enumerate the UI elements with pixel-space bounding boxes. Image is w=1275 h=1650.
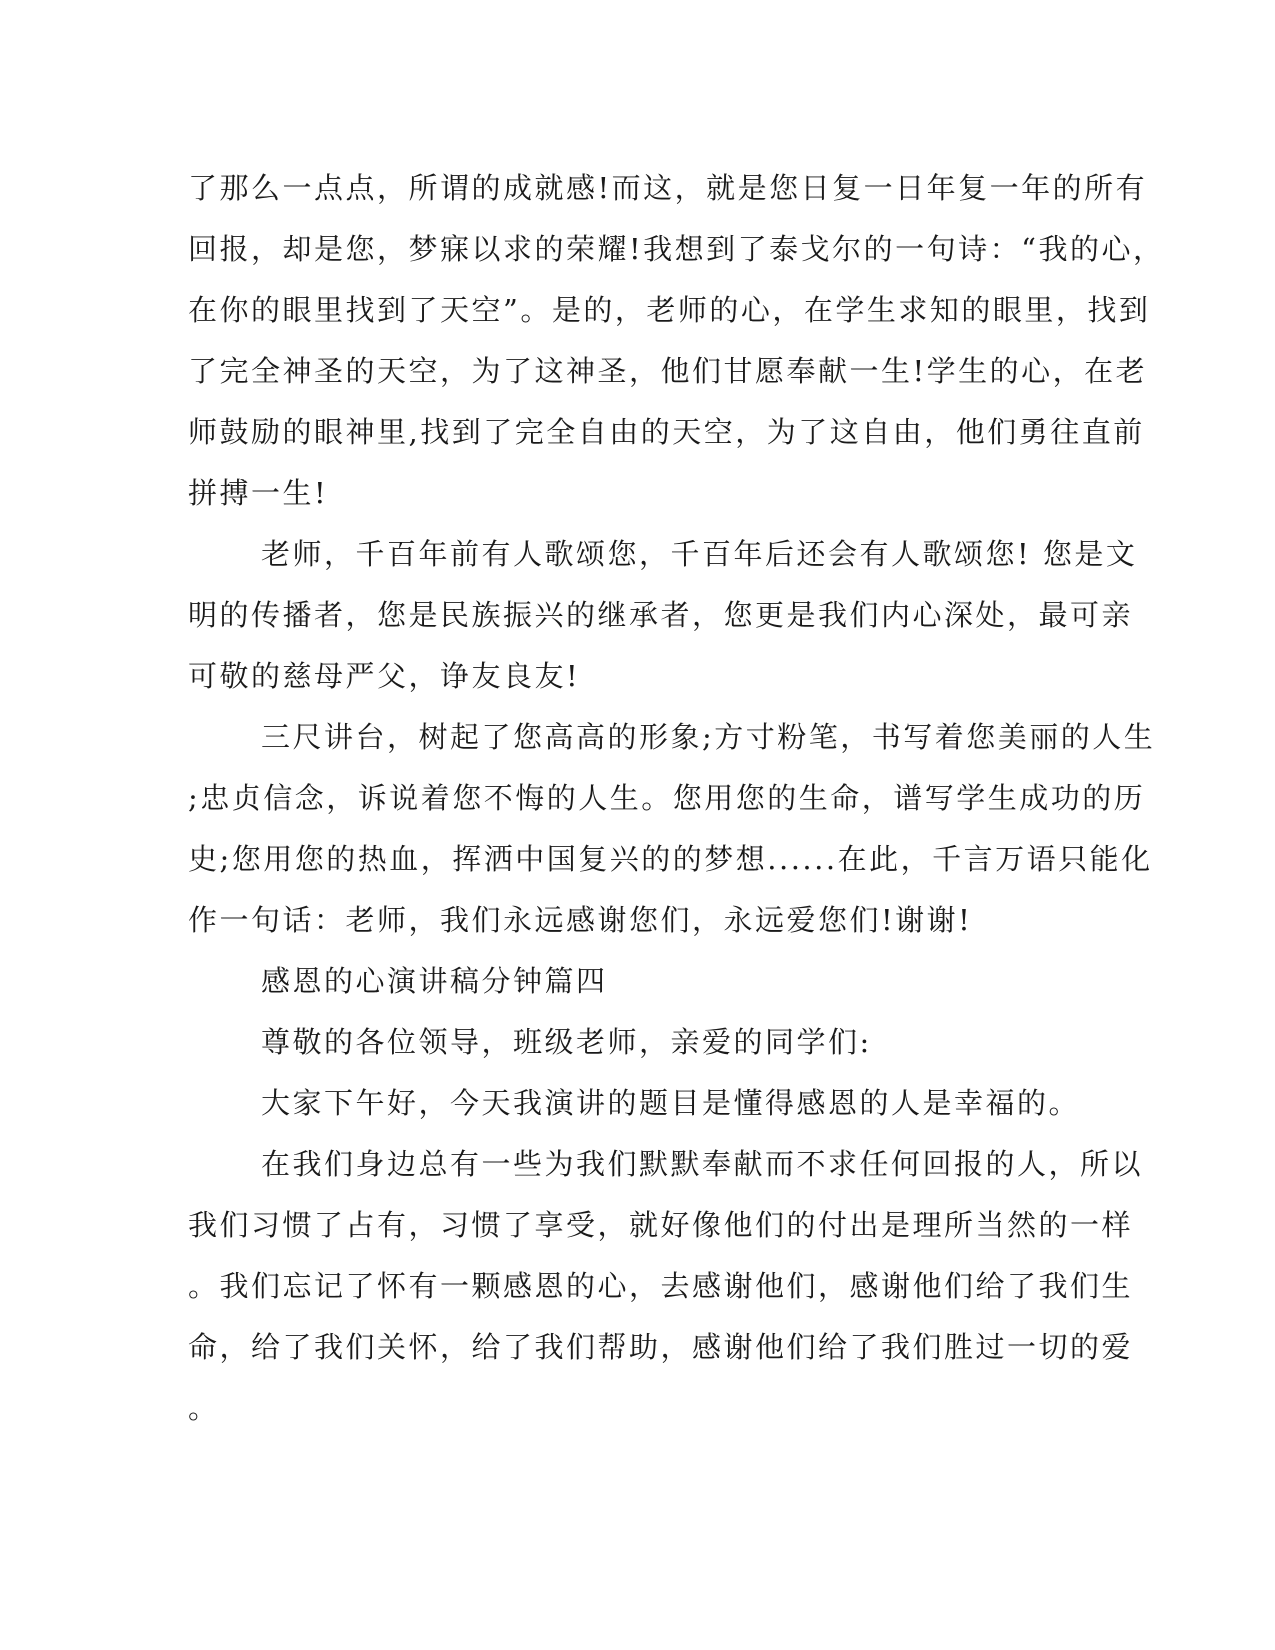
text-line: 。我们忘记了怀有一颗感恩的心，去感谢他们，感谢他们给了我们生: [188, 1269, 1134, 1303]
text-line: 拼搏一生!: [188, 476, 329, 510]
text-line: 老师，千百年前有人歌颂您，千百年后还会有人歌颂您! 您是文: [261, 537, 1138, 571]
text-line: 大家下午好，今天我演讲的题目是懂得感恩的人是幸福的。: [261, 1086, 1081, 1120]
text-line: 作一句话：老师，我们永远感谢您们，永远爱您们!谢谢!: [188, 903, 973, 937]
text-line: 在我们身边总有一些为我们默默奉献而不求任何回报的人，所以: [261, 1147, 1144, 1181]
text-line: 命，给了我们关怀，给了我们帮助，感谢他们给了我们胜过一切的爱: [188, 1330, 1134, 1364]
text-line: 三尺讲台，树起了您高高的形象;方寸粉笔，书写着您美丽的人生: [261, 720, 1156, 754]
document-body: [188, 158, 1165, 1439]
text-line: 在你的眼里找到了天空”。是的，老师的心，在学生求知的眼里，找到: [188, 293, 1151, 327]
text-line: 了完全神圣的天空，为了这神圣，他们甘愿奉献一生!学生的心，在老: [188, 354, 1148, 388]
text-line: 。: [188, 1391, 220, 1425]
text-line: 师鼓励的眼神里,找到了完全自由的天空，为了这自由，他们勇往直前: [188, 415, 1145, 449]
text-line: 回报，却是您，梦寐以求的荣耀!我想到了泰戈尔的一句诗：“我的心，: [188, 232, 1165, 266]
text-line: 可敬的慈母严父，诤友良友!: [188, 659, 581, 693]
section-heading: 感恩的心演讲稿分钟篇四: [261, 964, 608, 998]
text-line: ;忠贞信念，诉说着您不悔的人生。您用您的生命，谱写学生成功的历: [188, 781, 1146, 815]
salutation: 尊敬的各位领导，班级老师，亲爱的同学们:: [261, 1025, 872, 1059]
text-line: 了那么一点点，所谓的成就感!而这，就是您日复一日年复一年的所有: [188, 171, 1148, 205]
text-line: 史;您用您的热血，挥洒中国复兴的的梦想......在此，千言万语只能化: [188, 842, 1153, 876]
text-line: 明的传播者，您是民族振兴的继承者，您更是我们内心深处，最可亲: [188, 598, 1134, 632]
text-line: 我们习惯了占有，习惯了享受，就好像他们的付出是理所当然的一样: [188, 1208, 1134, 1242]
